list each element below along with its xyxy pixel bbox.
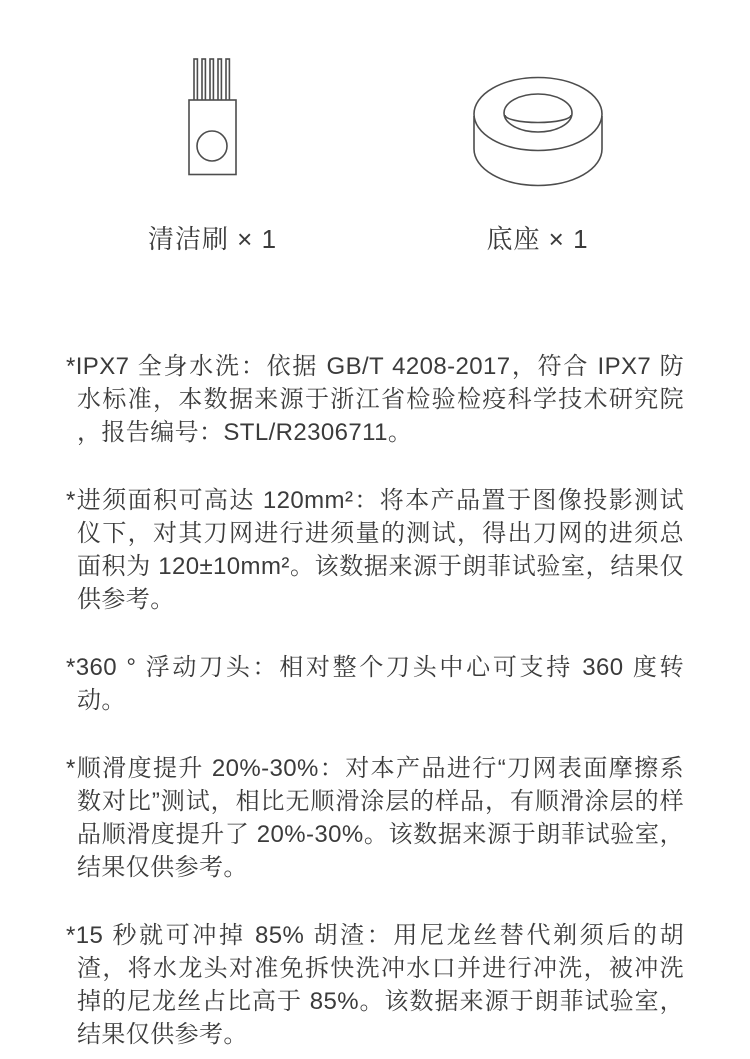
disclaimers-section: [0, 350, 750, 1051]
accessory-item-cleaning-brush: [113, 58, 313, 254]
disclaimer-paragraph-ipx7: *IPX7 全身水洗：依据 GB/T 4208-2017，符合 IPX7 防水标准，本数据来源于浙江省检验检疫科学技术研究院 ，报告编号：STL/R2306711。: [66, 353, 684, 446]
base-dock-icon: [471, 58, 605, 190]
accessories-section: [0, 0, 750, 254]
disclaimer-paragraph-shaving-area: *进须面积可高达 120mm²：将本产品置于图像投影测试仪下，对其刀网进行进须量的测试，得出刀网的进须总面积为 120±10mm²。该数据来源于朗菲试验室，结果仅供参考。: [66, 487, 684, 613]
accessory-label: 清洁刷 × 1: [147, 224, 278, 254]
cleaning-brush-icon: [188, 58, 238, 190]
accessory-item-base-dock: [438, 58, 638, 254]
disclaimer-paragraph-floating-head: *360 ° 浮动刀头：相对整个刀头中心可支持 360 度转动。: [66, 654, 684, 714]
disclaimer-paragraph-rinse: *15 秒就可冲掉 85% 胡渣：用尼龙丝替代剃须后的胡渣，将水龙头对准免拆快洗冲水口并进行冲洗，被冲洗掉的尼龙丝占比高于 85%。该数据来源于朗菲试验室，结果仅供参考。: [66, 922, 684, 1048]
accessory-label: 底座 × 1: [486, 224, 589, 254]
disclaimer-paragraph-smoothness: *顺滑度提升 20%-30%：对本产品进行“刀网表面摩擦系数对比”测试，相比无顺滑涂层的样品，有顺滑涂层的样品顺滑度提升了 20%-30%。该数据来源于朗菲试验室，结果仅供参考。: [66, 755, 684, 881]
